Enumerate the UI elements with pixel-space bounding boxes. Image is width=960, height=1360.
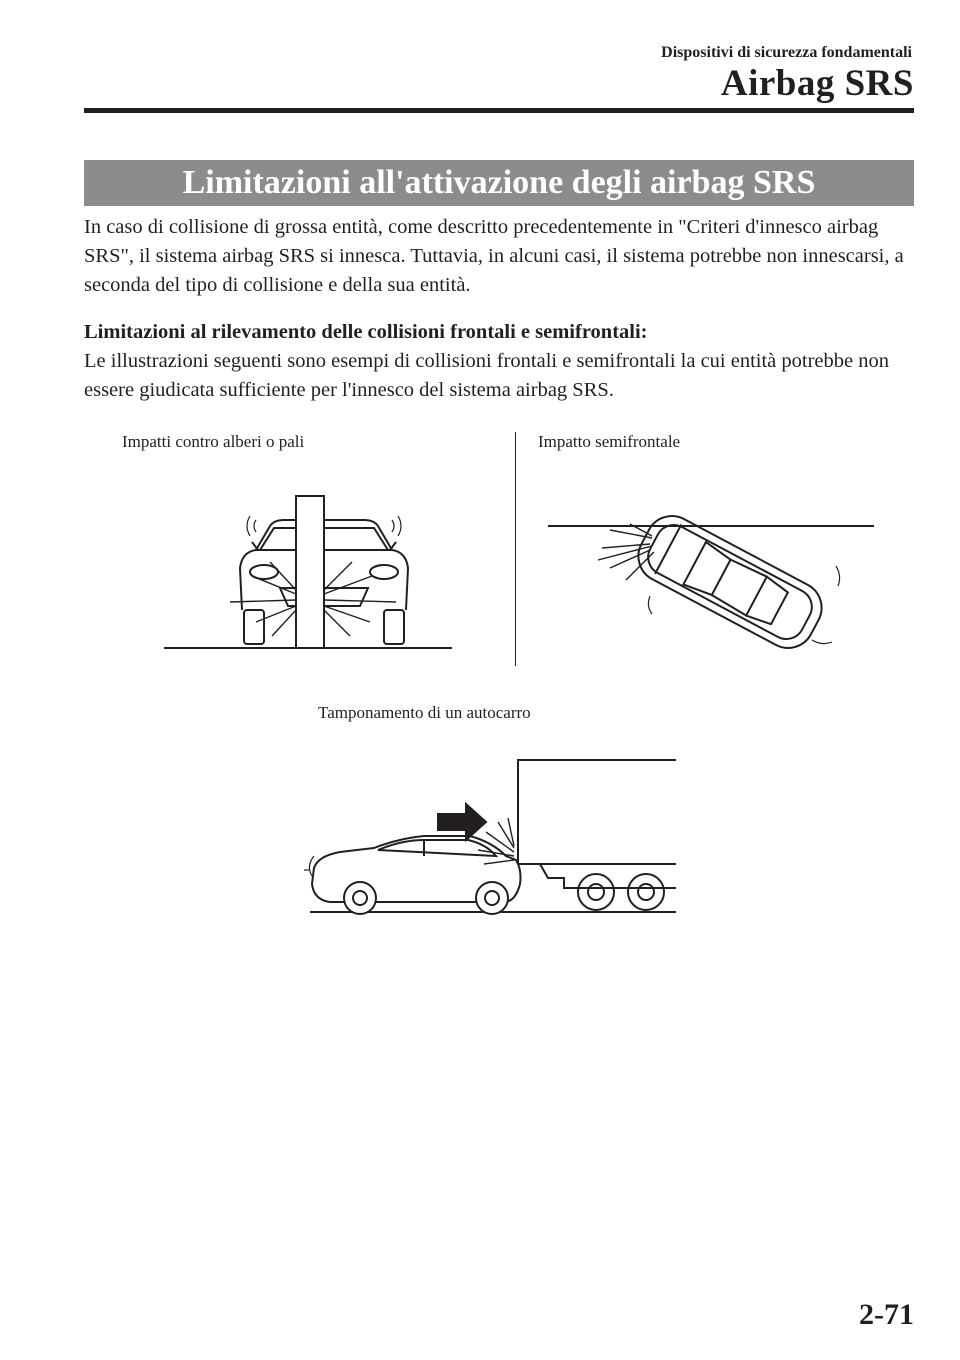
subsection-body: Le illustrazioni seguenti sono esempi di collisioni frontali e semifrontali la cui entità potrebbe non essere giudicata sufficiente per l'innesco del sistema airbag SRS. [84, 350, 889, 401]
section-banner: Limitazioni all'attivazione degli airbag SRS [84, 160, 914, 206]
car-oblique-impact-illustration [540, 500, 880, 660]
header-rule [84, 108, 914, 113]
pole-impact-caption: Impatti contro alberi o pali [122, 432, 305, 451]
intro-paragraph: In caso di collisione di grossa entità, come descritto precedentemente in "Criteri d'innesco airbag SRS", il sistema airbag SRS si innesca. Tuttavia, in alcuni casi, il sistema potrebbe non innescarsi, a seconda del tipo di collisione e della sua entità. [84, 216, 904, 296]
car-pole-impact-illustration [160, 490, 460, 660]
header-section-label: Dispositivi di sicurezza fondamentali [661, 44, 912, 61]
underride-caption: Tamponamento di un autocarro [318, 703, 531, 722]
subsection-heading: Limitazioni al rilevamento delle collisioni frontali e semifrontali: [84, 321, 648, 343]
page-number: 2-71 [859, 1298, 914, 1331]
header-title: Airbag SRS [720, 63, 914, 104]
illustration-divider [515, 432, 516, 666]
oblique-impact-caption: Impatto semifrontale [538, 432, 681, 451]
car-truck-underride-illustration [300, 752, 690, 922]
